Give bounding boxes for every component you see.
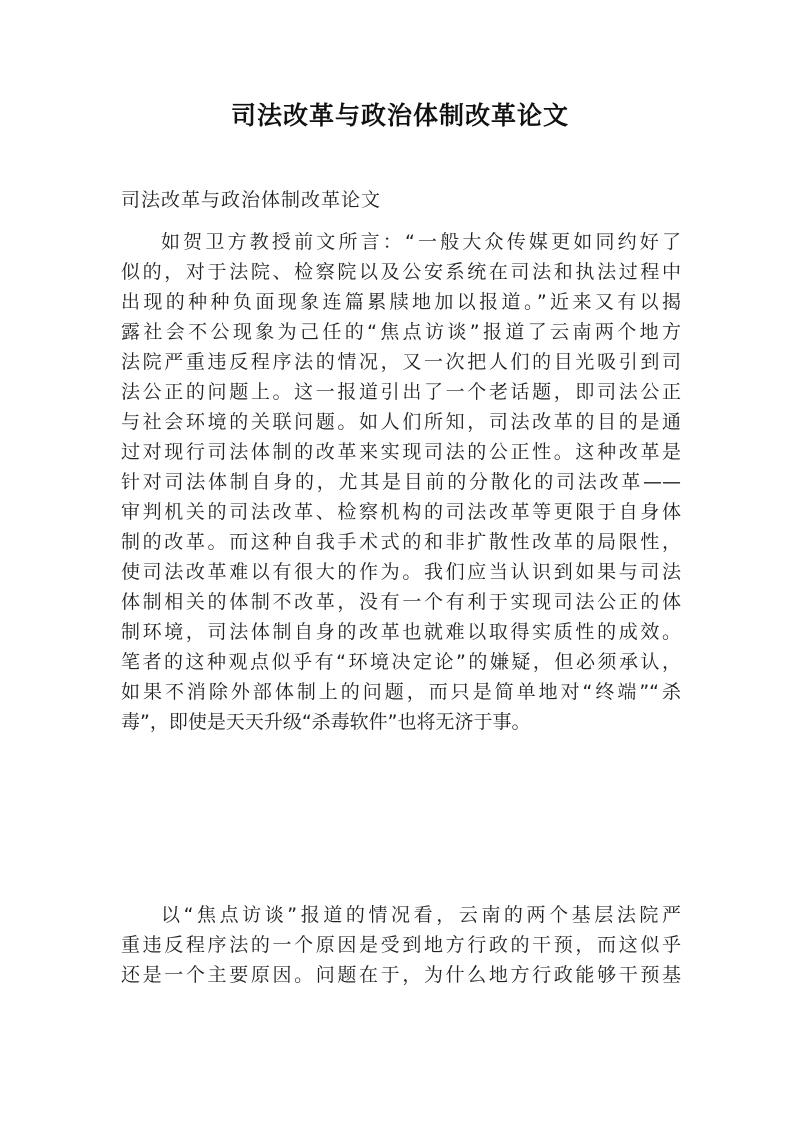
paragraph-line: 制环境，司法体制自身的改革也就难以取得实质性的成效。 — [121, 621, 681, 643]
paragraph-line: 笔者的这种观点似乎有“环境决定论”的嫌疑，但必须承认， — [121, 651, 681, 673]
paragraph-line: 以“焦点访谈”报道的情况看，云南的两个基层法院严 — [161, 904, 681, 926]
paragraph-line: 法公正的问题上。这一报道引出了一个老话题，即司法公正 — [121, 381, 681, 403]
paragraph-line: 体制相关的体制不改革，没有一个有利于实现司法公正的体 — [121, 591, 681, 613]
paragraph-line: 法院严重违反程序法的情况，又一次把人们的目光吸引到司 — [121, 351, 681, 373]
paragraph-line: 过对现行司法体制的改革来实现司法的公正性。这种改革是 — [121, 441, 681, 463]
paragraph-1 — [121, 227, 681, 737]
paragraph-line: 出现的种种负面现象连篇累牍地加以报道。”近来又有以揭 — [121, 291, 681, 313]
paragraph-line: 针对司法体制自身的，尤其是目前的分散化的司法改革—— — [121, 471, 681, 493]
paragraph-line: 露社会不公现象为己任的“焦点访谈”报道了云南两个地方 — [121, 321, 681, 343]
paragraph-line: 似的，对于法院、检察院以及公安系统在司法和执法过程中 — [121, 261, 681, 283]
paragraph-line: 制的改革。而这种自我手术式的和非扩散性改革的局限性， — [121, 531, 681, 553]
document-subtitle: 司法改革与政治体制改革论文 — [121, 189, 382, 211]
document-title: 司法改革与政治体制改革论文 — [230, 101, 569, 130]
paragraph-line: 还是一个主要原因。问题在于，为什么地方行政能够干预基 — [121, 964, 681, 986]
paragraph-line: 审判机关的司法改革、检察机构的司法改革等更限于自身体 — [121, 501, 681, 523]
paragraph-line: 毒”，即使是天天升级“杀毒软件”也将无济于事。 — [121, 711, 531, 733]
paragraph-line: 重违反程序法的一个原因是受到地方行政的干预，而这似乎 — [121, 934, 681, 956]
paragraph-line: 如果不消除外部体制上的问题，而只是简单地对“终端”“杀 — [121, 681, 681, 703]
paragraph-line: 与社会环境的关联问题。如人们所知，司法改革的目的是通 — [121, 411, 681, 433]
paragraph-line: 使司法改革难以有很大的作为。我们应当认识到如果与司法 — [121, 561, 681, 583]
paragraph-line: 如贺卫方教授前文所言：“一般大众传媒更如同约好了 — [161, 231, 681, 253]
paragraph-2 — [121, 900, 681, 990]
